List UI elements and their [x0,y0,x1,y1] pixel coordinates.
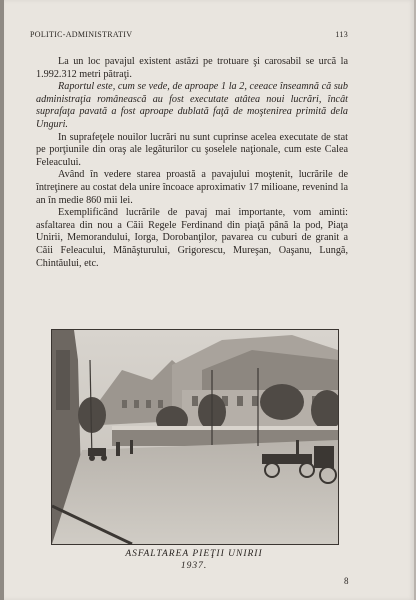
paragraph: Având în vedere starea proastă a pavajului moştenit, lucrările de întreţinere au costat dela unire încoace aproximativ 17 milioane, revenind la an în medie 860 mii lei. [36,169,348,206]
caption-year: 1937. [180,561,208,571]
paragraph-italic: Raportul este, cum se vede, de aproape 1 la 2, ceeace înseamnă că sub administraţia românească au fost executate atâtea noui lucrări, încât suprafaţa pavată a fost aproape dublată faţă de moştenirea primită dela Unguri. [36,81,348,130]
paragraph: La un loc pavajul existent astăzi pe trotuare şi carosabil se urcă la 1.992.312 metri pătraţi. [36,56,348,80]
page-header [30,30,348,42]
photo-caption [51,548,337,572]
running-title: POLITIC-ADMINISTRATIV [30,30,133,39]
paragraph: Exemplificând lucrările de pavaj mai importante, vom aminti: asfaltarea din nou a Căii Regele Ferdinand din piaţă până la pod, Piaţa Unirii, Memorandului, Iorga, Dorobanţilor, pavarea cu cuburi de granit a Căii Feleacului, Mănăşturului, Grigorescu, Mureşan, Oaşanu, Lungă, Chintăului, etc. [36,207,348,269]
street-photograph [51,329,339,545]
body-text [36,56,348,270]
caption-title: ASFALTAREA PIEŢII UNIRII [125,549,263,559]
book-page [4,0,414,600]
page-number: 113 [335,30,348,39]
paragraph: In suprafeţele nouilor lucrări nu sunt cuprinse acelea executate de stat pe porţiunile din oraş ale legăturilor cu şoselele naţionale, cum este Calea Feleacului. [36,131,348,168]
signature-mark: 8 [344,576,349,586]
photo-illustration [52,330,338,544]
